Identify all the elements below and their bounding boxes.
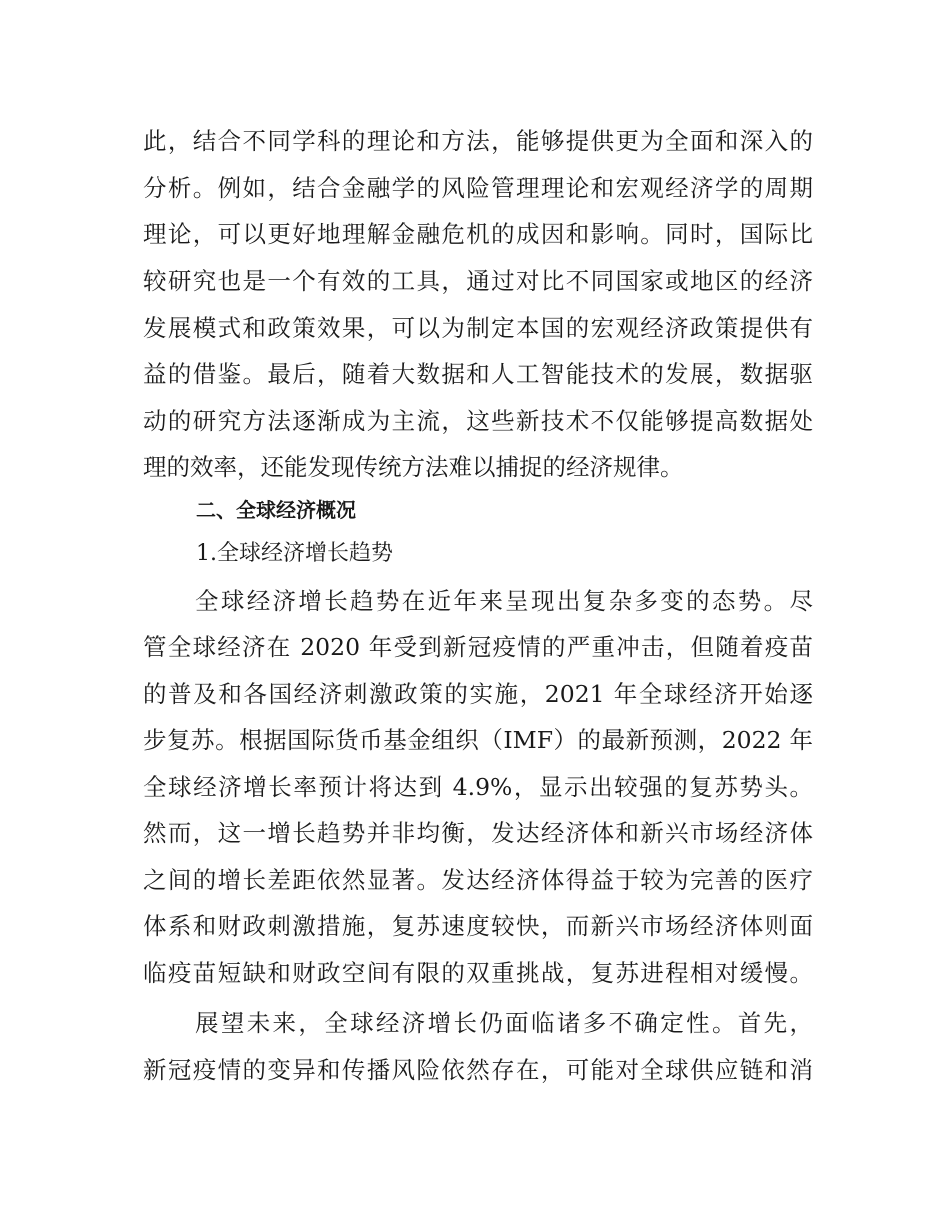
paragraph-line: 然而，这一增长趋势并非均衡，发达经济体和新兴市场经济体: [143, 819, 813, 847]
paragraph-line: 展望未来，全球经济增长仍面临诸多不确定性。首先，: [195, 1009, 813, 1037]
paragraph-line: 理论，可以更好地理解金融危机的成因和影响。同时，国际比: [143, 220, 813, 248]
paragraph-line: 的普及和各国经济刺激政策的实施，2021 年全球经济开始逐: [143, 680, 813, 708]
paragraph-line: 分析。例如，结合金融学的风险管理理论和宏观经济学的周期: [143, 174, 813, 202]
paragraph-line: 理的效率，还能发现传统方法难以捕捉的经济规律。: [143, 453, 684, 481]
paragraph-line: 动的研究方法逐渐成为主流，这些新技术不仅能够提高数据处: [143, 407, 813, 435]
subsection-heading: 1.全球经济增长趋势: [196, 541, 393, 566]
section-heading: 二、全球经济概况: [196, 498, 356, 522]
paragraph-line: 体系和财政刺激措施，复苏速度较快，而新兴市场经济体则面: [143, 912, 813, 940]
paragraph-line: 之间的增长差距依然显著。发达经济体得益于较为完善的医疗: [143, 866, 813, 894]
paragraph-line: 全球经济增长趋势在近年来呈现出复杂多变的态势。尽: [195, 587, 813, 615]
paragraph-line: 此，结合不同学科的理论和方法，能够提供更为全面和深入的: [143, 127, 813, 155]
paragraph-line: 管全球经济在 2020 年受到新冠疫情的严重冲击，但随着疫苗: [143, 633, 813, 661]
paragraph-line: 益的借鉴。最后，随着大数据和人工智能技术的发展，数据驱: [143, 360, 813, 388]
paragraph-line: 全球经济增长率预计将达到 4.9%，显示出较强的复苏势头。: [143, 773, 813, 801]
paragraph-line: 临疫苗短缺和财政空间有限的双重挑战，复苏进程相对缓慢。: [143, 959, 813, 987]
paragraph-line: 发展模式和政策效果，可以为制定本国的宏观经济政策提供有: [143, 314, 813, 342]
paragraph-line: 较研究也是一个有效的工具，通过对比不同国家或地区的经济: [143, 267, 813, 295]
paragraph-line: 步复苏。根据国际货币基金组织（IMF）的最新预测，2022 年: [143, 726, 813, 754]
paragraph-line: 新冠疫情的变异和传播风险依然存在，可能对全球供应链和消: [143, 1056, 813, 1084]
